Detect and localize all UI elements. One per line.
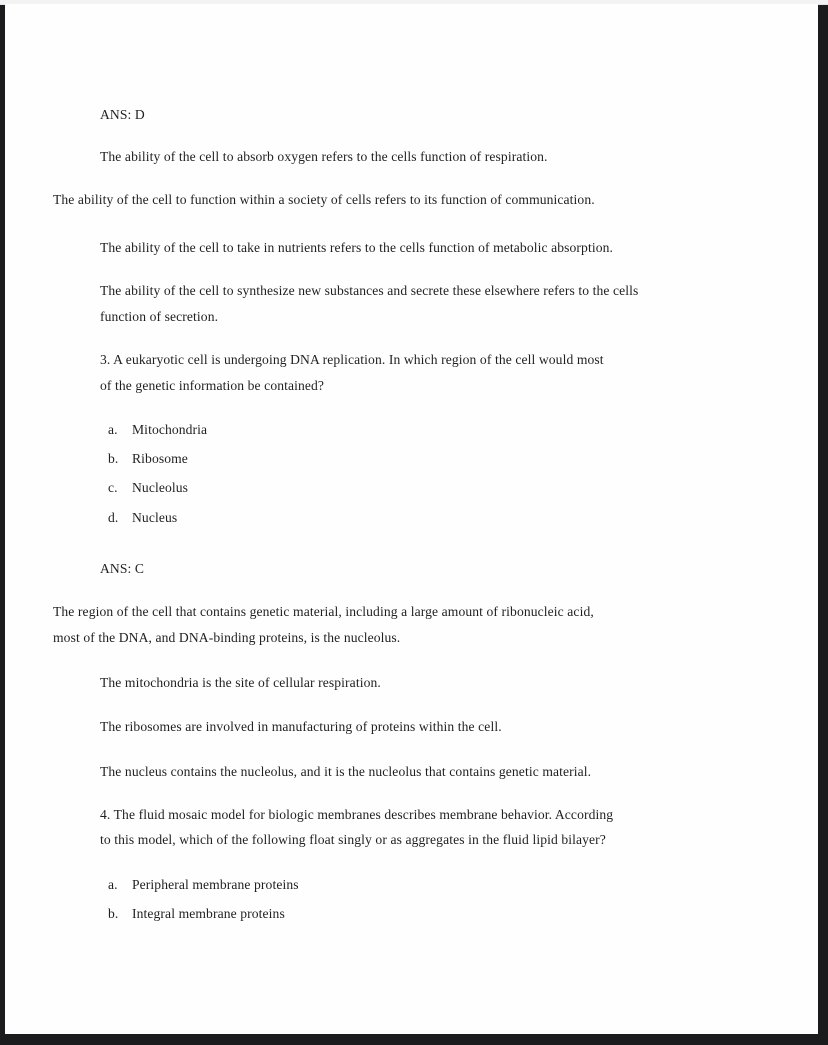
question-4-line-1: 4. The fluid mosaic model for biologic membranes describes membrane behavior. According [100, 807, 614, 822]
rationale-nucleus: The nucleus contains the nucleolus, and it is the nucleolus that contains genetic material. [100, 764, 592, 779]
question-3-choice-b-label: Ribosome [132, 451, 188, 466]
question-3-choice-c-label: Nucleolus [132, 480, 189, 495]
rationale-ribosomes: The ribosomes are involved in manufacturing of proteins within the cell. [100, 719, 502, 734]
rationale-communication: The ability of the cell to function within a society of cells refers to its function of communication. [53, 192, 595, 207]
answer-label-c: ANS: C [100, 561, 145, 576]
question-3-choice-d-label: Nucleus [132, 510, 178, 525]
question-3-choice-c-letter: c. [108, 480, 118, 495]
rationale-secretion-line-1: The ability of the cell to synthesize new substances and secrete these elsewhere refers to the cells [100, 283, 639, 298]
rationale-respiration: The ability of the cell to absorb oxygen refers to the cells function of respiration. [100, 149, 548, 164]
question-3-choice-b-letter: b. [108, 451, 119, 466]
question-3-choice-d-letter: d. [108, 510, 119, 525]
rationale-nucleolus-line-1: The region of the cell that contains genetic material, including a large amount of ribonucleic acid, [53, 604, 594, 619]
question-3-choice-a-label: Mitochondria [132, 422, 208, 437]
answer-label-d: ANS: D [100, 107, 145, 122]
question-3-line-1: 3. A eukaryotic cell is undergoing DNA replication. In which region of the cell would most [100, 352, 604, 367]
question-4-line-2: to this model, which of the following float singly or as aggregates in the fluid lipid bilayer? [100, 832, 606, 847]
question-4-choice-b-label: Integral membrane proteins [132, 906, 285, 921]
rationale-nucleolus-line-2: most of the DNA, and DNA-binding proteins, is the nucleolus. [53, 630, 401, 645]
question-4-choice-b-letter: b. [108, 906, 119, 921]
question-3-line-2: of the genetic information be contained? [100, 378, 325, 393]
rationale-mitochondria: The mitochondria is the site of cellular respiration. [100, 675, 381, 690]
question-4-choice-a-label: Peripheral membrane proteins [132, 877, 299, 892]
question-4-choice-a-letter: a. [108, 877, 118, 892]
rationale-metabolic-absorption: The ability of the cell to take in nutrients refers to the cells function of metabolic absorption. [100, 240, 613, 255]
question-3-choice-a-letter: a. [108, 422, 118, 437]
rationale-secretion-line-2: function of secretion. [100, 309, 219, 324]
